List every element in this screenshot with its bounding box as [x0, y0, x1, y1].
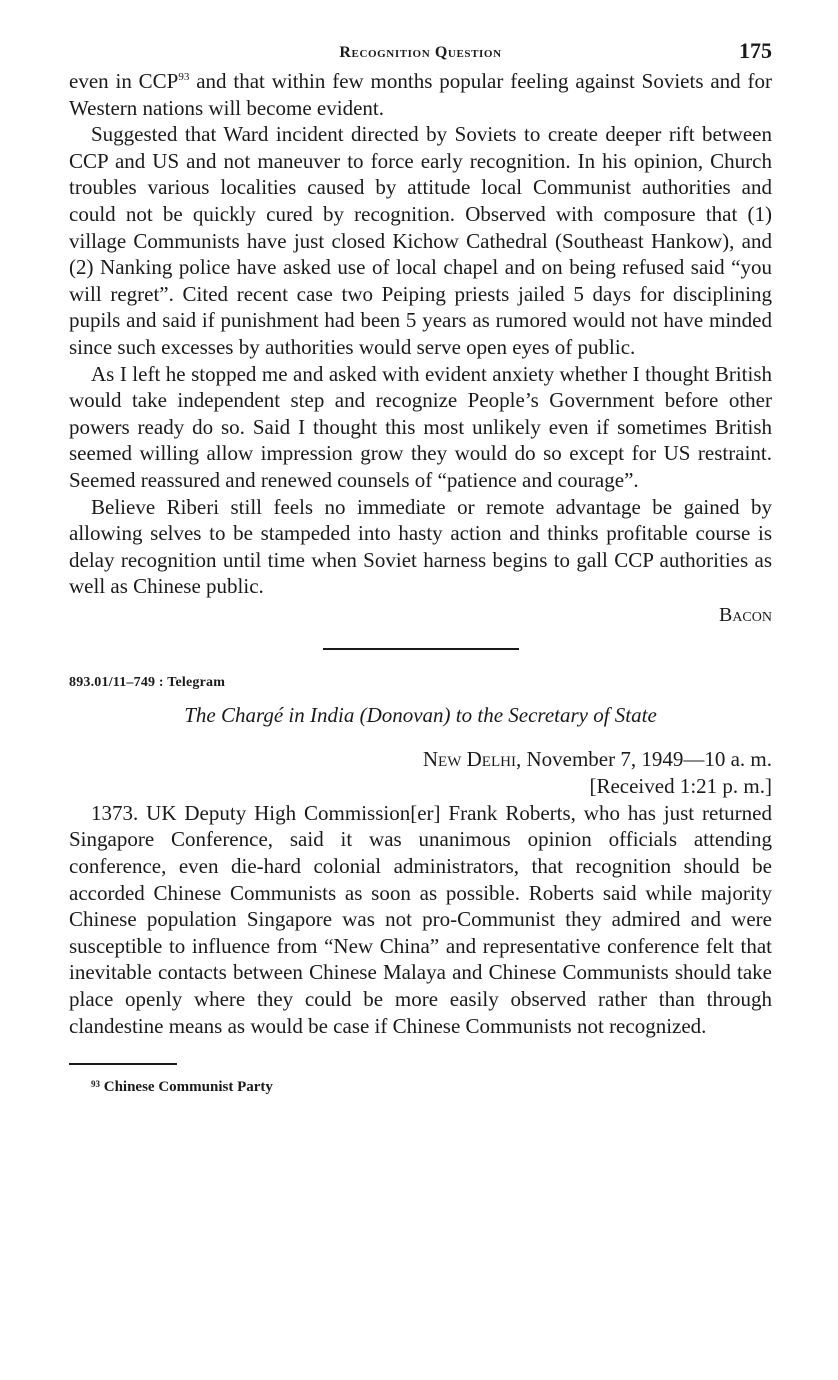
- paragraph: Suggested that Ward incident directed by Soviets to create deeper rift between CCP and US and not maneuver to force early recognition. In his opinion, Church troubles various localities caused by attitude local Communist authorities and could not be quickly cured by recognition. Observed with composure that (1) village Communists have just closed Kichow Cathedral (Southeast Hankow), and (2) Nanking police have asked use of local chapel and on being refused said “you will regret”. Cited recent case two Peiping priests jailed 5 days for disciplining pupils and said if punishment had been 5 years as rumored would not have minded since such excesses by authorities would serve open eyes of public.: [69, 122, 772, 359]
- footnote-divider: [69, 1063, 177, 1065]
- paragraph-text: even in CCP: [69, 69, 179, 93]
- paragraph-continued: [69, 68, 772, 121]
- paragraph-text: and that within few months popular feeling against Soviets and for Western nations will become evident.: [69, 69, 772, 120]
- footnote-text: Chinese Communist Party: [100, 1079, 273, 1096]
- page-number: 175: [739, 38, 772, 63]
- running-header: [69, 38, 772, 68]
- dateline-place: New Delhi: [422, 746, 516, 771]
- paragraph: Believe Riberi still feels no immediate or remote advantage be gained by allowing selves to be stampeded into hasty action and thinks profitable course is delay recognition until time when Soviet harness begins to gall CCP authorities as well as Chinese public.: [69, 494, 772, 599]
- document-page: [69, 38, 772, 1097]
- footnote: [91, 1077, 772, 1097]
- signature: Bacon: [718, 603, 772, 626]
- dateline-date: , November 7, 1949—10 a. m.: [515, 746, 772, 771]
- running-title: Recognition Question: [339, 44, 502, 61]
- dateline: [69, 746, 772, 773]
- document-title: The Chargé in India (Donovan) to the Secretary of State: [184, 702, 657, 727]
- footnote-marker: 93: [91, 1079, 100, 1090]
- received-time: [Received 1:21 p. m.]: [589, 773, 772, 798]
- section-divider: [323, 648, 519, 650]
- telegram-body: 1373. UK Deputy High Commission[er] Frank Roberts, who has just returned Singapore Conference, said it was unanimous opinion officials attending conference, even die-hard colonial administrators, that recognition should be accorded Chinese Communists as soon as possible. Roberts said while majority Chinese population Singapore was not pro-Communist they admired and were susceptible to influence from “New China” and representative conference felt that inevitable contacts between Chinese Malaya and Chinese Communists should take place openly where they could be more easily observed rather than through clandestine means as would be case if Chinese Communists not recognized.: [69, 800, 772, 1038]
- footnote-reference[interactable]: 93: [178, 71, 190, 83]
- file-reference: 893.01/11–749 : Telegram: [69, 674, 226, 690]
- top-body: [69, 68, 772, 628]
- paragraph: As I left he stopped me and asked with evident anxiety whether I thought British would take independent step and recognize People’s Government before other powers ready do so. Said I thought this most unlikely even if sometimes British seemed willing allow impression grow they would do so except for US restraint. Seemed reassured and renewed counsels of “patience and courage”.: [69, 361, 772, 492]
